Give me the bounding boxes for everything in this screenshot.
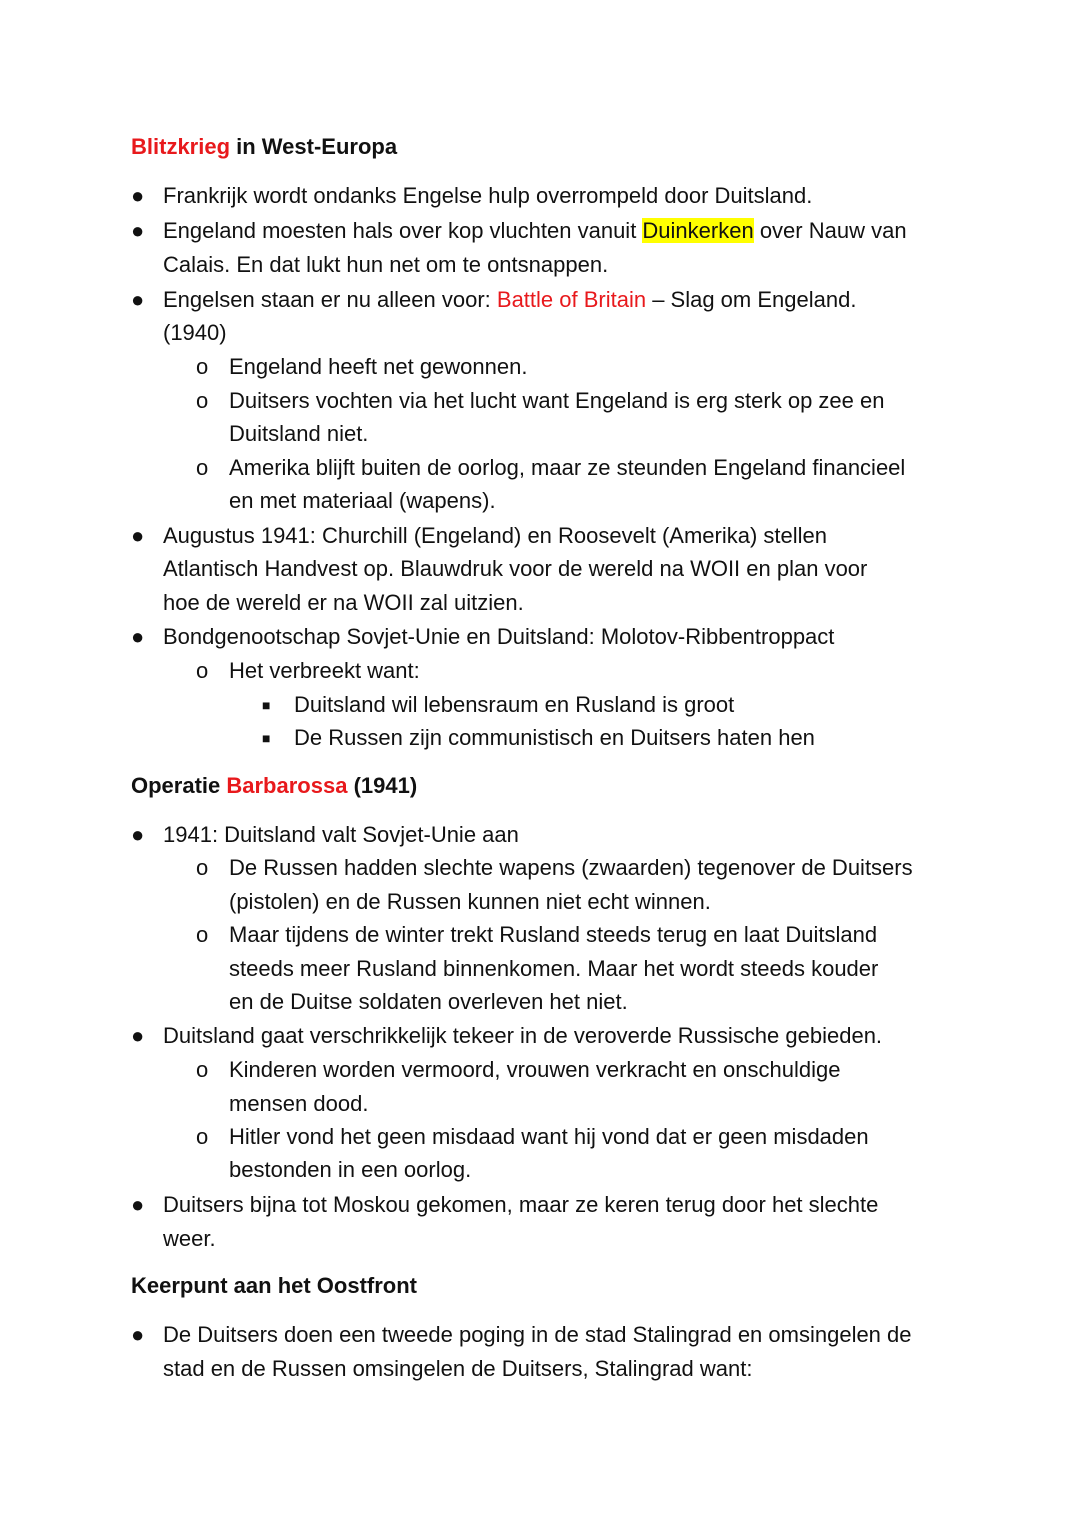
bullet-dot: ● bbox=[131, 218, 145, 243]
list-item: De Duitsers doen een tweede poging in de stad Stalingrad en omsingelen de bbox=[163, 1322, 912, 1347]
bullet-circle: o bbox=[196, 855, 209, 880]
sub-list-item: Het verbreekt want: bbox=[229, 658, 420, 683]
sub-list-item: Maar tijdens de winter trekt Rusland steeds terug en laat Duitsland bbox=[229, 922, 878, 947]
heading-accent: Barbarossa bbox=[226, 773, 348, 798]
list-item: Engeland moesten hals over kop vluchten vanuit Duinkerken over Nauw van bbox=[163, 218, 907, 243]
sub-list-item-continuation: (pistolen) en de Russen kunnen niet echt winnen. bbox=[229, 889, 711, 914]
sub-sub-list-item: De Russen zijn communistisch en Duitsers haten hen bbox=[294, 725, 815, 750]
list-item: Bondgenootschap Sovjet-Unie en Duitsland: Molotov-Ribbentroppact bbox=[163, 624, 835, 649]
bullet-circle: o bbox=[196, 658, 209, 683]
highlighted-term: Duinkerken bbox=[642, 218, 754, 243]
sub-list-item-continuation: mensen dood. bbox=[229, 1091, 369, 1116]
sub-list-item: Hitler vond het geen misdaad want hij vond dat er geen misdaden bbox=[229, 1124, 869, 1149]
bullet-dot: ● bbox=[131, 523, 145, 548]
list-item: Frankrijk wordt ondanks Engelse hulp overrompeld door Duitsland. bbox=[163, 183, 813, 208]
bullet-square: ■ bbox=[262, 730, 271, 746]
section-heading-barbarossa: Operatie Barbarossa (1941) bbox=[131, 773, 418, 798]
list-item: Duitsers bijna tot Moskou gekomen, maar ze keren terug door het slechte bbox=[163, 1192, 879, 1217]
bullet-dot: ● bbox=[131, 1023, 145, 1048]
sub-list-item-continuation: en met materiaal (wapens). bbox=[229, 488, 496, 513]
bullet-circle: o bbox=[196, 455, 209, 480]
sub-list-item: Duitsers vochten via het lucht want Engeland is erg sterk op zee en bbox=[229, 388, 885, 413]
sub-list-item: Amerika blijft buiten de oorlog, maar ze steunden Engeland financieel bbox=[229, 455, 906, 480]
bullet-circle: o bbox=[196, 922, 209, 947]
list-item-continuation: Calais. En dat lukt hun net om te ontsnappen. bbox=[163, 252, 609, 277]
bullet-dot: ● bbox=[131, 287, 145, 312]
bullet-dot: ● bbox=[131, 1322, 145, 1347]
sub-list-item: Kinderen worden vermoord, vrouwen verkracht en onschuldige bbox=[229, 1057, 841, 1082]
bullet-circle: o bbox=[196, 1124, 209, 1149]
heading-text: in West-Europa bbox=[230, 134, 398, 159]
sub-list-item-continuation: en de Duitse soldaten overleven het niet. bbox=[229, 989, 628, 1014]
sub-list-item-continuation: Duitsland niet. bbox=[229, 421, 369, 446]
list-item-continuation: hoe de wereld er na WOII zal uitzien. bbox=[163, 590, 524, 615]
list-item: Duitsland gaat verschrikkelijk tekeer in de veroverde Russische gebieden. bbox=[163, 1023, 883, 1048]
list-item-continuation: (1940) bbox=[163, 320, 227, 345]
bullet-dot: ● bbox=[131, 1192, 145, 1217]
bullet-dot: ● bbox=[131, 624, 145, 649]
list-item: Engelsen staan er nu alleen voor: Battle of Britain – Slag om Engeland. bbox=[163, 287, 857, 312]
bullet-circle: o bbox=[196, 1057, 209, 1082]
section-heading-blitzkrieg bbox=[131, 132, 397, 162]
list-item-continuation: stad en de Russen omsingelen de Duitsers, Stalingrad want: bbox=[163, 1356, 753, 1381]
list-item: 1941: Duitsland valt Sovjet-Unie aan bbox=[163, 822, 519, 847]
list-item: Augustus 1941: Churchill (Engeland) en Roosevelt (Amerika) stellen bbox=[163, 523, 828, 548]
bullet-dot: ● bbox=[131, 822, 145, 847]
bullet-square: ■ bbox=[262, 697, 271, 713]
sub-list-item: Engeland heeft net gewonnen. bbox=[229, 354, 528, 379]
list-item-continuation: weer. bbox=[163, 1226, 216, 1251]
sub-sub-list-item: Duitsland wil lebensraum en Rusland is groot bbox=[294, 692, 735, 717]
red-term: Battle of Britain bbox=[496, 287, 647, 312]
sub-list-item-continuation: bestonden in een oorlog. bbox=[229, 1157, 472, 1182]
bullet-circle: o bbox=[196, 354, 209, 379]
sub-list-item: De Russen hadden slechte wapens (zwaarden) tegenover de Duitsers bbox=[229, 855, 913, 880]
section-heading-keerpunt: Keerpunt aan het Oostfront bbox=[131, 1273, 418, 1298]
heading-accent: Blitzkrieg bbox=[131, 134, 231, 159]
bullet-circle: o bbox=[196, 388, 209, 413]
sub-list-item-continuation: steeds meer Rusland binnenkomen. Maar het wordt steeds kouder bbox=[229, 956, 879, 981]
list-item-continuation: Atlantisch Handvest op. Blauwdruk voor de wereld na WOII en plan voor bbox=[163, 556, 868, 581]
bullet-dot: ● bbox=[131, 183, 145, 208]
